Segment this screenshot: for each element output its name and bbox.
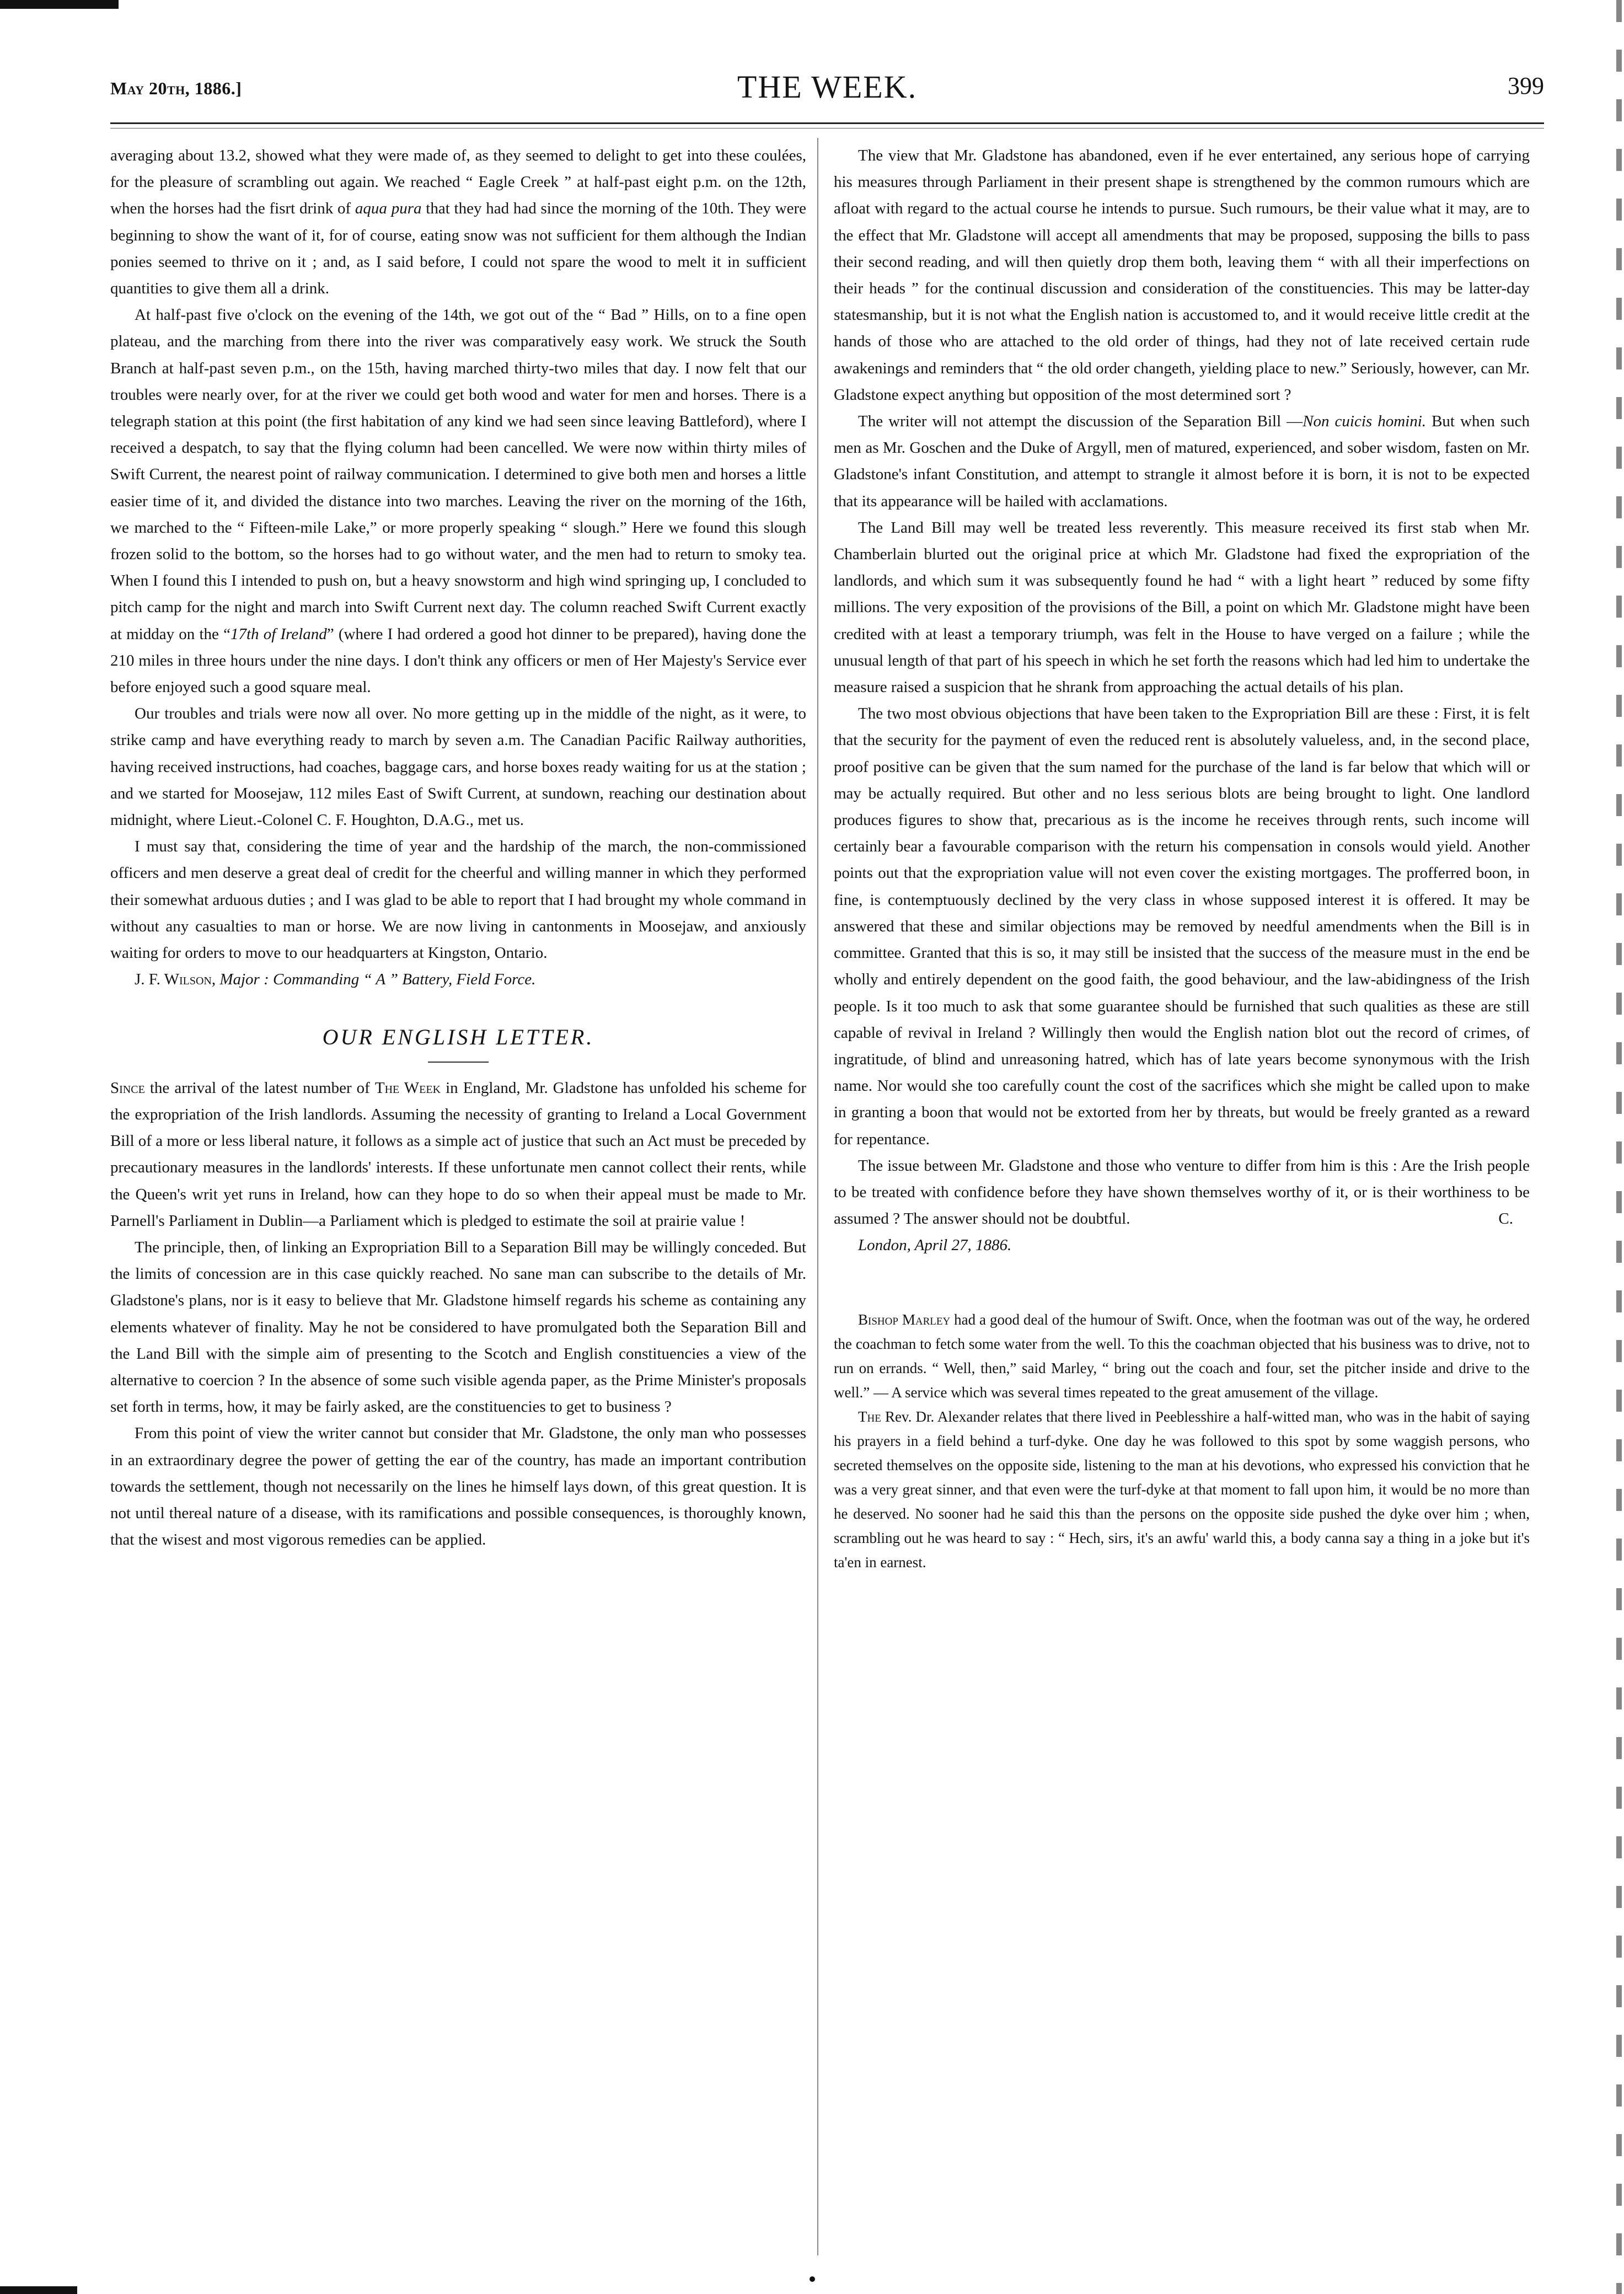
article-paragraph: Our troubles and trials were now all over. No more getting up in the middle of the night, as it were, to strike camp and have everything ready to march by seven a.m. The Canadian Pacific Railway authorities, having received instructions, had coaches, baggage cars, and horse boxes ready waiting for us at the station ; and we started for Moosejaw, 112 miles East of Swift Current, at sundown, reaching our destination about midnight, where Lieut.-Colonel C. F. Houghton, D.A.G., met us. — [110, 705, 806, 829]
article-paragraph: The Land Bill may well be treated less reverently. This measure received its first stab when Mr. Chamberlain blurted out the original price at which Mr. Gladstone had fixed the expropriation of the landlords, and which sum it was subsequently found he had “ with a light heart ” reduced by some fifty millions. The very exposition of the provisions of the Bill, a point on which Mr. Gladstone might have been credited with at least a temporary triumph, was felt in the House to have verged on a failure ; while the unusual length of that part of his speech in which he set forth the reasons which had led him to undertake the measure raised a suspicion that he shrank from approaching the actual details of his plan. — [834, 518, 1530, 696]
left-column — [110, 142, 806, 1553]
header-rule — [110, 122, 1544, 124]
heading-rule — [428, 1062, 489, 1063]
scan-dot — [810, 2276, 815, 2282]
article-paragraph: At half-past five o'clock on the evening of the 14th, we got out of the “ Bad ” Hills, on to a fine open plateau, and the marching from there into the river was comparatively easy work. We struck the South Branch at half-past seven p.m., on the 15th, having marched thirty-two miles that day. I now felt that our troubles were nearly over, for at the river we could get both wood and water for men and horses. There is a telegraph station at this point (the first habitation of any kind we had seen since leaving Battleford), where I received a despatch, to say that the flying column had been cancelled. We were now within thirty miles of Swift Current, the nearest point of railway communication. I determined to give both men and horses a little easier time of it, and divided the distance into two marches. Leaving the river on the morning of the 16th, we marched to the “ Fifteen-mile Lake,” or more properly speaking “ slough.” Here we found this slough frozen solid to the bottom, so the horses had to go without water, and the men had to return to smoky tea. When I found this I intended to push on, but a heavy snowstorm and high wind springing up, I concluded to pitch camp for the night and march into Swift Current next day. The column reached Swift Current exactly at midday on the “17th of Ireland” (where I had ordered a good hot dinner to be prepared), having done the 210 miles in three hours under the nine days. I don't think any officers or men of Her Majesty's Service ever before enjoyed such a good square meal. — [110, 306, 807, 696]
article-paragraph: The issue between Mr. Gladstone and those who venture to differ from him is this : Are the Irish people to be treated with confidence before they have shown themselves worthy of it, or is their worthiness to be assumed ? The answer should not be doubtful. C. — [834, 1153, 1530, 1232]
journal-title: THE WEEK. — [737, 69, 918, 105]
article-paragraph: The view that Mr. Gladstone has abandoned, even if he ever entertained, any serious hope of carrying his measures through Parliament in their present shape is strengthened by the common rumours which are afloat with regard to the actual course he intends to pursue. Such rumours, be their value what it may, are to the effect that Mr. Gladstone will accept all amendments that may be proposed, supposing the bills to pass their second reading, and will then quietly drop them both, leaving them “ with all their imperfections on their heads ” for the continual discussion and consideration of the constituencies. This may be latter-day statesmanship, but it is not what the English nation is accustomed to, and it would receive little credit at the hands of those who are attached to the old order of things, had they not of late received certain rude awakenings and reminders that “ the old order changeth, yielding place to new.” Seriously, however, can Mr. Gladstone expect anything but opposition of the most determined sort ? — [834, 147, 1530, 404]
signature: J. F. Wilson, Major : Commanding “ A ” Battery, Field Force. — [135, 971, 536, 989]
article-paragraph: averaging about 13.2, showed what they were made of, as they seemed to delight to get into these coulées, for the pleasure of scrambling out again. We reached “ Eagle Creek ” at half-past eight p.m. on the 12th, when the horses had the fisrt drink of aqua pura that they had had since the morning of the 10th. They were beginning to show the want of it, for of course, eating snow was not sufficient for them although the Indian ponies seemed to thrive on it ; and, as I said before, I could not spare the wood to melt it in sufficient quantities to give them all a drink. — [110, 147, 807, 298]
article-paragraph: Since the arrival of the latest number of The Week in England, Mr. Gladstone has unfolded his scheme for the expropriation of the Irish landlords. Assuming the necessity of granting to Ireland a Local Government Bill of a more or less liberal nature, it follows as a simple act of justice that such an Act must be preceded by precautionary measures in the landlords' interests. If these unfortunate men cannot collect their rents, while the Queen's writ yet runs in Ireland, how can they hope to do so when their appeal must be made to Mr. Parnell's Parliament in Dublin—a Parliament which is pledged to estimate the soil at prairie value ! — [110, 1079, 807, 1230]
article-paragraph: The two most obvious objections that have been taken to the Expropriation Bill are these : First, it is felt that the security for the payment of even the reduced rent is absolutely valueless, and, in the second place, proof positive can be given that the sum named for the purchase of the land is far below that which will or may be actually required. But other and no less serious blots are being brought to light. One landlord produces figures to show that, precarious as is the income he receives through rents, such income will certainly bear a favourable comparison with the return his compensation in consols would yield. Another points out that the expropriation value will not even cover the existing mortgages. The profferred boon, in fine, is contemptuously declined by the very class in whose supposed interest it is offered. It may be answered that these and similar objections may be removed by needful amendments when the Bill is in committee. Granted that this is so, it may still be insisted that the success of the measure must in the end be wholly and entirely dependent on the good faith, the good behaviour, and the law-abidingness of the Irish people. Is it too much to ask that some guarantee should be furnished that such qualities as these are still capable of revival in Ireland ? Willingly then would the English nation blot out the record of crimes, of ingratitude, of blind and unreasoning hatred, which has of late years become synonymous with the Irish name. Nor would she too carefully count the cost of the sacrifices which she might be called upon to make in granting a boon that would not be extorted from her by threats, but would be freely granted as a reward for repentance. — [834, 705, 1530, 1148]
anecdote-paragraph: The Rev. Dr. Alexander relates that there lived in Peeblesshire a half-witted man, who was in the habit of saying his prayers in a field behind a turf-dyke. One day he was followed to this spot by some waggish persons, who secreted themselves on the opposite side, listening to the man at his devotions, who expressed his conviction that he was a very great sinner, and that even were the turf-dyke at that moment to fall upon him, it would be no more than he deserved. No sooner had he said this than the persons on the opposite side pushed the dyke over him ; when, scrambling out he was heard to say : “ Hech, sirs, it's an awfu' warld this, a body canna say a thing in a joke but it's ta'en in earnest. — [834, 1408, 1530, 1571]
scan-edge-artifact — [1616, 0, 1622, 2294]
author-initial: C. — [1498, 1210, 1513, 1228]
scan-corner-mark — [0, 0, 119, 9]
article-paragraph: From this point of view the writer cannot but consider that Mr. Gladstone, the only man who possesses in an extraordinary degree the power of getting the ear of the country, has made an important contribution towards the settlement, though not necessarily on the lines he himself lays down, of this great question. It is not until thereal nature of a disease, with its ramifications and possible consequences, is thoroughly known, that the wisest and most vigorous remedies can be applied. — [110, 1424, 806, 1549]
page-header — [110, 65, 1544, 115]
anecdote-paragraph: Bishop Marley had a good deal of the humour of Swift. Once, when the footman was out of the way, he ordered the coachman to fetch some water from the well. To this the coachman objected that his business was to drive, not to run on errands. “ Well, then,” said Marley, “ bring out the coach and four, set the pitcher inside and drive to the well.” — A service which was several times repeated to the great amusement of the village. — [834, 1311, 1530, 1401]
section-gap — [834, 1259, 1530, 1307]
issue-date: May 20th, 1886.] — [110, 78, 242, 98]
article-paragraph: The writer will not attempt the discussion of the Separation Bill —Non cuicis homini. But when such men as Mr. Goschen and the Duke of Argyll, men of matured, experienced, and sober wisdom, fasten on Mr. Gladstone's infant Constitution, and attempt to strangle it almost before it is born, it is not to be expected that its appearance will be hailed with acclamations. — [834, 412, 1530, 510]
section-heading: OUR ENGLISH LETTER. — [322, 1024, 594, 1049]
page-number: 399 — [1508, 72, 1544, 99]
column-divider — [817, 138, 818, 2255]
scan-bottom-mark — [0, 2286, 77, 2294]
right-column — [834, 142, 1530, 1574]
article-paragraph: The principle, then, of linking an Expropriation Bill to a Separation Bill may be willingly conceded. But the limits of concession are in this case quickly reached. No sane man can subscribe to the details of Mr. Gladstone's plans, nor is it easy to believe that Mr. Gladstone himself regards his scheme as containing any elements whatever of finality. May he not be considered to have promulgated both the Separation Bill and the Land Bill with the simple aim of presenting to the Scotch and English constituencies a view of the alternative to coercion ? In the absence of some such visible agenda paper, as the Prime Minister's proposals set forth in terms, how, it may be fairly asked, are the constituencies to get to business ? — [110, 1238, 806, 1416]
article-paragraph: I must say that, considering the time of year and the hardship of the march, the non-commissioned officers and men deserve a great deal of credit for the cheerful and willing manner in which they performed their somewhat arduous duties ; and I was glad to be able to report that I had brought my whole command in without any casualties to man or horse. We are now living in cantonments in Moosejaw, and anxiously waiting for orders to move to our headquarters at Kingston, Ontario. — [110, 838, 806, 962]
dateline: London, April 27, 1886. — [858, 1236, 1012, 1255]
